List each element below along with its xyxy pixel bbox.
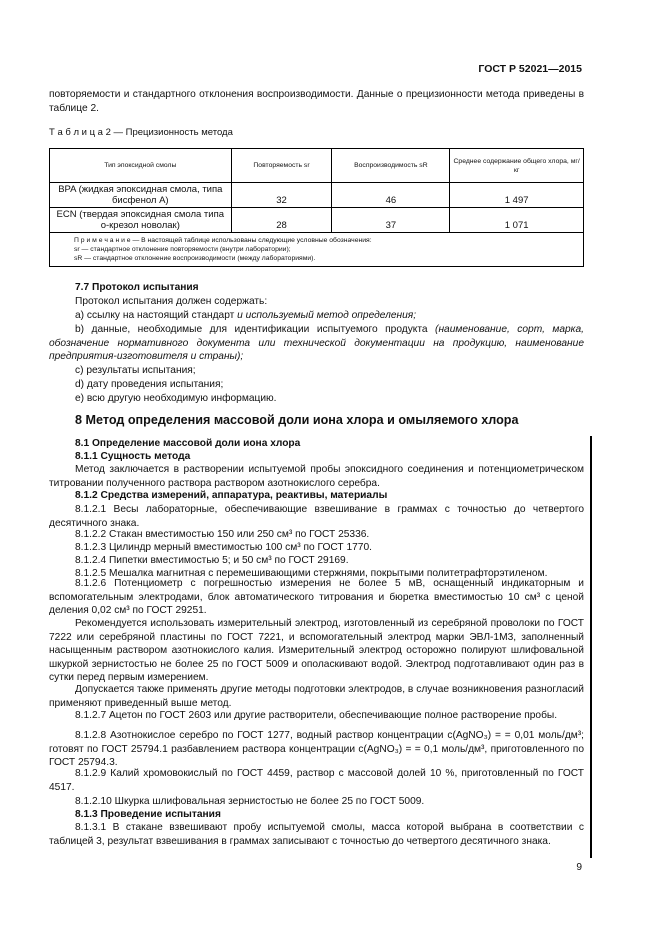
table-row bbox=[50, 208, 584, 233]
para-8-1-2-1: 8.1.2.1 Весы лабораторные, обеспечивающие взвешивание в граммах с точностью до четвертого десятичного знака. bbox=[49, 504, 584, 529]
cell-sR: 46 bbox=[332, 183, 450, 208]
cell-sR: 37 bbox=[332, 208, 450, 233]
para-8-1-2-6: 8.1.2.6 Потенциометр с погрешностью измерения не более 5 мВ, оснащенный индикаторным и вспомогательным электродами, блок автоматического титрования и бюретка вместимостью 10 см³ с ценой деления 0,02 см³ по ГОСТ 29251. bbox=[49, 578, 584, 617]
item-a-text: а) ссылку на настоящий стандарт bbox=[75, 310, 238, 321]
section-8-1-3-heading: 8.1.3 Проведение испытания bbox=[75, 809, 221, 820]
table-row bbox=[50, 183, 584, 208]
header-avg-chlorine: Среднее содержание общего хлора, мг/кг bbox=[450, 149, 584, 183]
page-number: 9 bbox=[576, 862, 582, 873]
cell-avg: 1 497 bbox=[450, 183, 584, 208]
para-8-1-2-7: 8.1.2.7 Ацетон по ГОСТ 2603 или другие растворители, обеспечивающие полное растворение пробы. bbox=[75, 710, 558, 721]
section-8-1-1-heading: 8.1.1 Сущность метода bbox=[75, 451, 191, 462]
item-d: d) дату проведения испытания; bbox=[75, 379, 224, 390]
para-8-1-2-4: 8.1.2.4 Пипетки вместимостью 5; и 50 см³ по ГОСТ 29169. bbox=[75, 555, 349, 566]
item-e: е) всю другую необходимую информацию. bbox=[75, 393, 277, 404]
table-caption-label: Т а б л и ц а 2 bbox=[49, 127, 111, 138]
item-a bbox=[75, 309, 416, 323]
section-8-title: 8 Метод определения массовой доли иона хлора и омыляемого хлора bbox=[75, 413, 519, 427]
header-repeatability: Повторяемость sr bbox=[231, 149, 332, 183]
para-8-1-2-8: 8.1.2.8 Азотнокислое серебро по ГОСТ 1277, водный раствор концентрации с(AgNO₃) = = 0,01 моль/дм³; готовят по ГОСТ 25794.1 разбавлением раствора концентрации с(AgNO₃) = = 0,1 моль/дм³, приготовленного по ГОСТ 25794.3. bbox=[49, 730, 584, 769]
section-7-7-heading: 7.7 Протокол испытания bbox=[75, 282, 199, 293]
header-resin-type: Тип эпоксидной смолы bbox=[50, 149, 232, 183]
note-line-1: П р и м е ч а н и е — В настоящей таблице использованы следующие условные обозначения: bbox=[74, 237, 372, 244]
table-note-row bbox=[50, 233, 584, 267]
cell-sr: 32 bbox=[231, 183, 332, 208]
table-header-row bbox=[50, 149, 584, 183]
para-8-1-2-3: 8.1.2.3 Цилиндр мерный вместимостью 100 см³ по ГОСТ 1770. bbox=[75, 542, 372, 553]
para-recommended-electrode: Рекомендуется использовать измерительный электрод, изготовленный из серебряной проволоки по ГОСТ 7222 или серебряной пластины по ГОСТ 7221, и вспомогательный электрод марки ЭВЛ-1М3, заполненный насыщенным раствором азотнокислого калия. Измерительный электрод осторожно полируют шлифовальной шкуркой зернистостью не более 25 по ГОСТ 5009 и ополаскивают водой. Электрод подготавливают один раз в сутки перед первым измерением. bbox=[49, 618, 584, 684]
table-note bbox=[50, 233, 584, 267]
para-allowed-methods: Допускается также применять другие методы подготовки электродов, в случае возникновения разногласий применяют приведенный выше метод. bbox=[49, 684, 584, 709]
para-8-1-3-1: 8.1.3.1 В стакане взвешивают пробу испытуемой смолы, масса которой выбрана в соответствии с таблицей 3, результат взвешивания в граммах записывают с точностью до четвертого десятичного знака. bbox=[49, 822, 584, 847]
cell-avg: 1 071 bbox=[450, 208, 584, 233]
para-8-1-2-10: 8.1.2.10 Шкурка шлифовальная зернистостью не более 25 по ГОСТ 5009. bbox=[75, 796, 425, 807]
note-line-2: sr — стандартное отклонение повторяемости (внутри лаборатории); bbox=[74, 246, 291, 253]
section-8-1-heading: 8.1 Определение массовой доли иона хлора bbox=[75, 438, 301, 449]
item-b bbox=[49, 323, 584, 364]
note-line-3: sR — стандартное отклонение воспроизводимости (между лабораториями). bbox=[74, 255, 316, 262]
para-8-1-2-9: 8.1.2.9 Калий хромовокислый по ГОСТ 4459, раствор с массовой долей 10 %, приготовленный по ГОСТ 4517. bbox=[49, 768, 584, 793]
cell-resin: ECN (твердая эпоксидная смола типа о-крезол новолак) bbox=[50, 208, 232, 233]
item-b-italic: (наименование, сорт, марка, обозначение нормативного документа или технической документации на продукцию, наименование предприятия-изготовителя и страны); bbox=[49, 324, 584, 363]
para-8-1-2-5: 8.1.2.5 Мешалка магнитная с перемешивающими стержнями, покрытыми политетрафторэтиленом. bbox=[75, 568, 548, 579]
cell-resin: BPA (жидкая эпоксидная смола, типа бисфенол А) bbox=[50, 183, 232, 208]
change-bar bbox=[590, 436, 592, 858]
cell-sr: 28 bbox=[231, 208, 332, 233]
header-reproducibility: Воспроизводимость sR bbox=[332, 149, 450, 183]
para-8-1-2-2: 8.1.2.2 Стакан вместимостью 150 или 250 см³ по ГОСТ 25336. bbox=[75, 529, 370, 540]
item-c: с) результаты испытания; bbox=[75, 365, 196, 376]
item-a-italic: и используемый метод определения; bbox=[237, 310, 417, 321]
para-8-1-1: Метод заключается в растворении испытуемой пробы эпоксидного соединения и потенциометрическом титровании полученного раствора раствором азотнокислого серебра. bbox=[49, 464, 584, 489]
intro-paragraph: повторяемости и стандартного отклонения воспроизводимости. Данные о прецизионности метода приведены в таблице 2. bbox=[49, 89, 584, 114]
item-b-text: b) данные, необходимые для идентификации испытуемого продукта bbox=[75, 324, 436, 335]
precision-table bbox=[49, 148, 584, 267]
standard-code: ГОСТ Р 52021—2015 bbox=[478, 63, 582, 75]
section-7-7-lead: Протокол испытания должен содержать: bbox=[75, 296, 268, 307]
section-8-1-2-heading: 8.1.2 Средства измерений, аппаратура, реактивы, материалы bbox=[75, 490, 388, 501]
table-caption-title: — Прецизионность метода bbox=[113, 127, 233, 138]
table-caption bbox=[49, 126, 233, 140]
